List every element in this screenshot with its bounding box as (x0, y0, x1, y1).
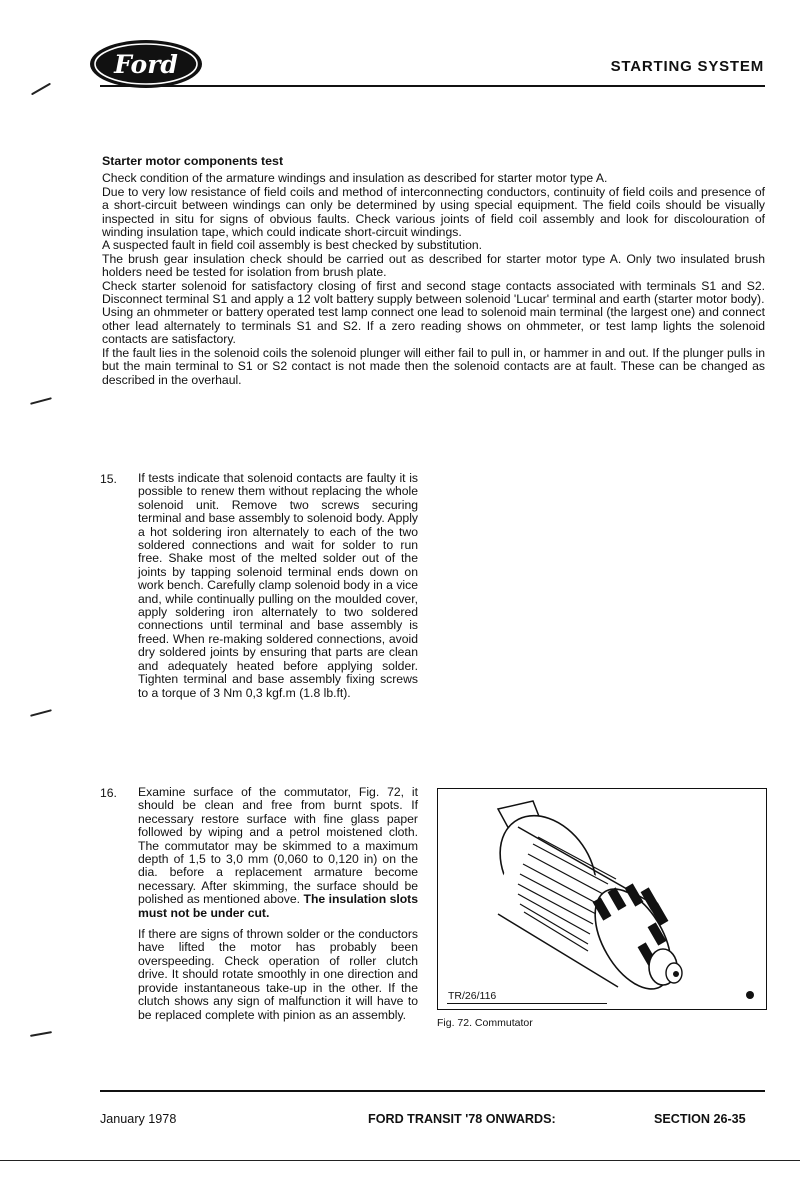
footer-section: SECTION 26-35 (654, 1112, 746, 1126)
step-16-text-a: Examine surface of the commutator, Fig. 72, it should be clean and free from burnt spots. If necessary restore surface with fine glass paper followed by wiping and a petrol moistened cloth. The commutator may be skimmed to a maximum depth of 1,5 to 3,0 mm (0,060 to 0,120 in) on the dia. before a replacement armature become necessary. After skimming, the surface should be polished as mentioned above. (138, 785, 418, 907)
footer-rule (100, 1090, 765, 1092)
step-16-text-b: If there are signs of thrown solder or the conductors have lifted the motor has probably been overspeeding. Check operation of roller clutch drive. It should rotate smoothly in one direction and provide instantaneous take-up in the other. If the clutch shows any sign of malfunction it will have to be replaced complete with pinion as an assembly. (138, 927, 418, 1022)
page-bottom-rule (0, 1160, 800, 1161)
header-rule (100, 85, 765, 87)
svg-text:Ford: Ford (114, 50, 178, 79)
paragraph-6: Using an ohmmeter or battery operated test lamp connect one lead to solenoid main terminal (the largest one) and connect other lead alternately to terminals S1 and S2. If a zero reading shows on ohmmeter, or test lamp lights the solenoid contacts are satisfactory. (102, 305, 765, 347)
paragraph-5: Check starter solenoid for satisfactory closing of first and second stage contacts associated with terminals S1 and S2. Disconnect terminal S1 and apply a 12 volt battery supply between solenoid 'Lucar' terminal and earth (starter motor body). (102, 278, 765, 307)
paragraph-4: The brush gear insulation check should be carried out as described for starter motor type A. Only two insulated brush holders need be tested for isolation from brush plate. (102, 251, 765, 280)
step-16-number: 16. (100, 786, 117, 800)
step-16-body (138, 786, 418, 1022)
section-heading: Starter motor components test (102, 154, 284, 168)
margin-mark (31, 83, 51, 96)
ford-logo (88, 38, 204, 90)
figure-72-frame (437, 788, 767, 1010)
footer-date: January 1978 (100, 1112, 177, 1126)
figure-reference: TR/26/116 (448, 990, 497, 1002)
components-test-section (102, 155, 765, 387)
footer-publication: FORD TRANSIT '78 ONWARDS: (368, 1112, 556, 1126)
paragraph-1: Check condition of the armature windings and insulation as described for starter motor type A. (102, 171, 608, 186)
margin-mark (30, 397, 52, 405)
figure-caption: Fig. 72. Commutator (437, 1017, 533, 1029)
margin-mark (30, 1031, 52, 1037)
commutator-illustration (438, 789, 764, 1007)
figure-reference-underline (447, 1003, 607, 1004)
margin-mark (30, 709, 52, 717)
paragraph-2: Due to very low resistance of field coils and method of interconnecting conductors, continuity of field coils and presence of a short-circuit between windings can only be determined by using special equipment. The field coils should be visually inspected in situ for signs of obvious faults. Check various joints of field coil assembly and look for discolouration of winding insulation tape, which could indicate short-circuit windings. (102, 184, 765, 240)
step-15-text: If tests indicate that solenoid contacts are faulty it is possible to renew them without replacing the whole solenoid unit. Remove two screws securing terminal and base assembly to solenoid body. Apply a hot soldering iron alternately to each of the two soldered connections and wait for solder to run free. Shake most of the melted solder out of the joints by tapping solenoid terminal ends down on work bench. Carefully clamp solenoid body in a vice and, while continually pulling on the moulded cover, apply soldering iron alternately to two soldered connections until terminal and base assembly is freed. When re-making soldered connections, avoid dry soldered joints by ensuring that parts are clean and adequately heated before applying solder. Tighten terminal and base assembly fixing screws to a torque of 3 Nm 0,3 kgf.m (1.8 lb.ft). (138, 471, 418, 700)
step-15-number: 15. (100, 472, 117, 486)
step-16-warning: The insulation slots must not be under cut. (138, 892, 419, 920)
paragraph-7: If the fault lies in the solenoid coils the solenoid plunger will either fail to pull in, or hammer in and out. If the plunger pulls in but the main terminal to S1 or S2 contact is not made then the solenoid contacts are at fault. These can be changed as described in the overhaul. (102, 345, 765, 387)
page-header-title: STARTING SYSTEM (610, 58, 764, 75)
paragraph-3: A suspected fault in field coil assembly is best checked by substitution. (102, 238, 483, 253)
